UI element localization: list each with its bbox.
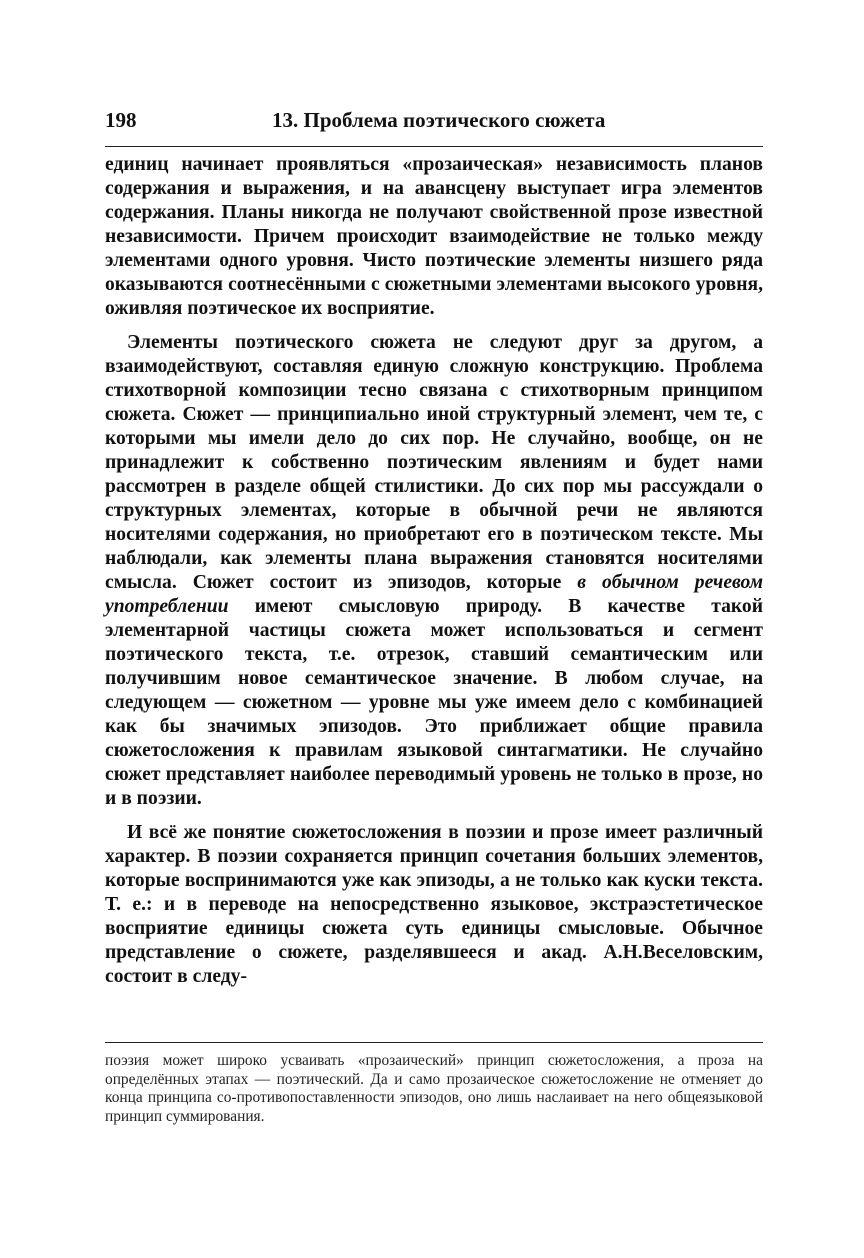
main-text (105, 153, 763, 989)
footnote-rule (105, 1042, 763, 1043)
paragraph-2 (105, 331, 763, 811)
running-title: 13. Проблема поэтического сюжета (272, 108, 606, 132)
paragraph-2-emphasis: в обычном речевом употреблении (105, 572, 763, 617)
page-header (105, 108, 763, 138)
paragraph-2-part-a: Элементы поэтического сюжета не следуют друг за другом, а взаимодействуют, составляя единую сложную конструкцию. Проблема стихотворной композиции тесно связана с стихотворным принципом сюжета. Сюжет — принципиально иной структурный элемент, чем те, с которыми мы имели дело до сих пор. Не случайно, вообще, он не принадлежит к собственно поэтическим явлениям и будет нами рассмотрен в разделе общей стилистики. До сих пор мы рассуждали о структурных элементах, которые в обычной речи не являются носителями содержания, но приобретают его в поэтическом тексте. Мы наблюдали, как элементы плана выражения становятся носителями смысла. Сюжет состоит из эпизодов, которые (105, 332, 763, 593)
paragraph-2-part-b: имеют смысловую природу. В качестве такой элементарной частицы сюжета может использоваться и сегмент поэтического текста, т.е. отрезок, ставший семантическим или получившим новое семантическое значение. В любом случае, на следующем — сюжетном — уровне мы уже имеем дело с комбинацией как бы значимых эпизодов. Это приближает общие правила сюжетосложения к правилам языковой синтагматики. Не случайно сюжет представляет наиболее переводимый уровень не только в прозе, но и в поэзии. (105, 596, 763, 809)
footnote-text: поэзия может широко усваивать «прозаический» принцип сюжетосложения, а проза на определённых этапах — поэтический. Да и само прозаическое сюжетосложение не отменяет до конца принципа со-противопоставленности эпизодов, оно лишь наслаивает на него общеязыковой принцип суммирования. (105, 1052, 763, 1125)
paragraph-1: единиц начинает проявляться «прозаическая» независимость планов содержания и выражения, и на авансцену выступает игра элементов содержания. Планы никогда не получают свойственной прозе известной независимости. Причем происходит взаимодействие не только между элементами одного уровня. Чисто поэтические элементы низшего ряда оказываются соотнесёнными с сюжетными элементами высокого уровня, оживляя поэтическое их восприятие. (105, 154, 763, 319)
page-number: 198 (105, 108, 137, 132)
paragraph-3: И всё же понятие сюжетосложения в поэзии и прозе имеет различный характер. В поэзии сохраняется принцип сочетания больших элементов, которые воспринимаются уже как эпизоды, а не только как куски текста. Т. е.: и в переводе на непосредственно языковое, экстраэстетическое восприятие единицы сюжета суть единицы смысловые. Обычное представление о сюжете, разделявшееся и акад. А.Н.Веселовским, состоит в следу- (105, 822, 763, 987)
header-rule (105, 146, 763, 147)
footnote (105, 1052, 763, 1126)
